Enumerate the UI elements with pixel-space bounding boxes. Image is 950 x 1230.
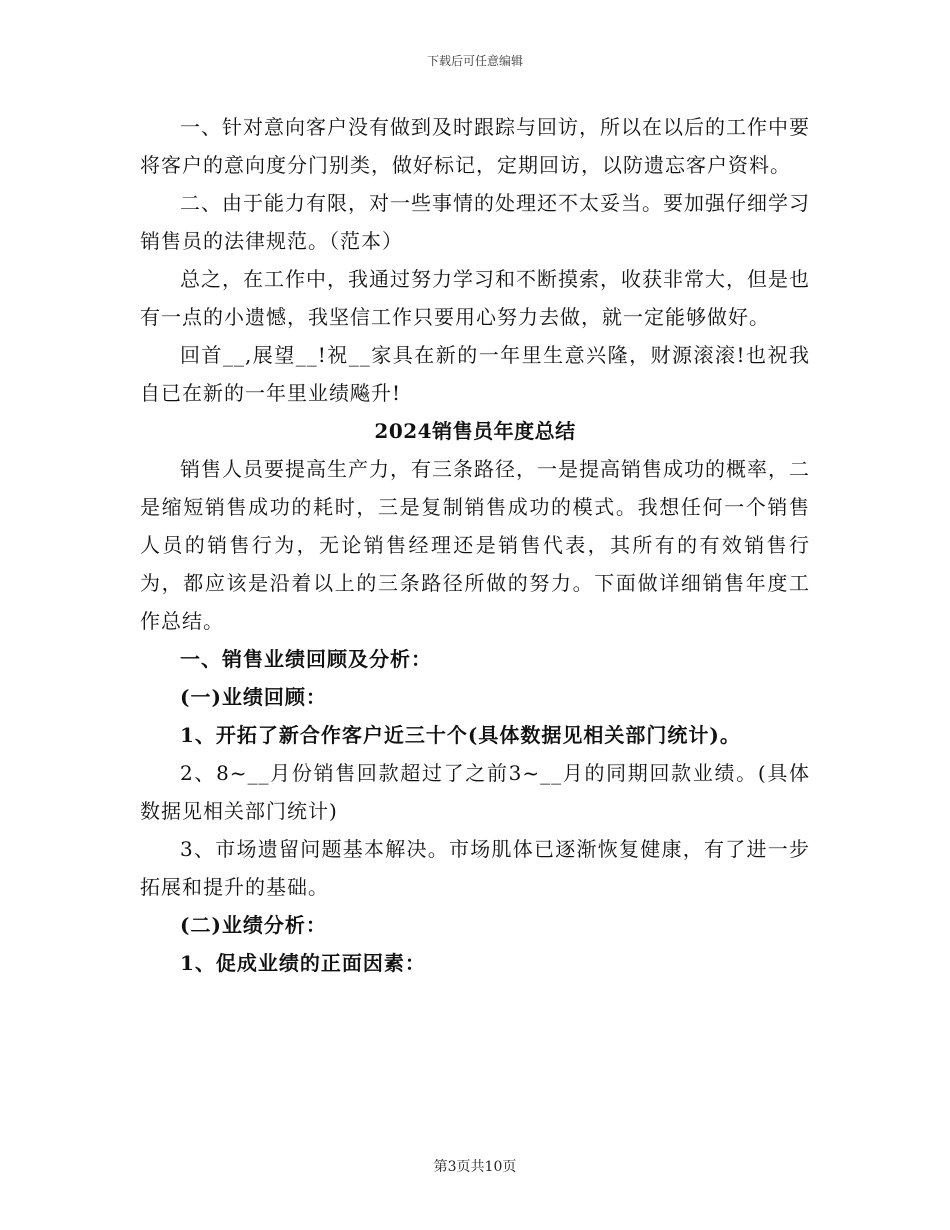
item-payment: 2、8~__月份销售回款超过了之前3~__月的同期回款业绩。(具体数据见相关部门统计): [140, 761, 810, 823]
heading-review: (一)业绩回顾：: [180, 685, 327, 709]
document-body: [140, 108, 810, 982]
paragraph-wishes: 回首__,展望__!祝__家具在新的一年里生意兴隆，财源滚滚!也祝我自已在新的一年里业绩飚升!: [140, 343, 810, 405]
paragraph-ability: 二、由于能力有限，对一些事情的处理还不太妥当。要加强仔细学习销售员的法律规范。（范本）: [140, 191, 810, 253]
item-market: 3、市场遗留问题基本解决。市场肌体已逐渐恢复健康，有了进一步拓展和提升的基础。: [140, 837, 810, 899]
heading-review-analysis: 一、销售业绩回顾及分析：: [180, 647, 432, 671]
item-new-clients: 1、开拓了新合作客户近三十个(具体数据见相关部门统计)。: [180, 723, 741, 747]
section-title: 2024销售员年度总结: [374, 419, 576, 443]
paragraph-intro: 销售人员要提高生产力，有三条路径，一是提高销售成功的概率，二是缩短销售成功的耗时，三是复制销售成功的模式。我想任何一个销售人员的销售行为，无论销售经理还是销售代表，其所有的有效销售行为，都应该是沿着以上的三条路径所做的努力。下面做详细销售年度工作总结。: [140, 457, 810, 633]
page-footer: 第3页共10页: [433, 1159, 517, 1175]
heading-analysis: (二)业绩分析：: [180, 913, 327, 937]
paragraph-followup: 一、针对意向客户没有做到及时跟踪与回访，所以在以后的工作中要将客户的意向度分门别类，做好标记，定期回访，以防遗忘客户资料。: [140, 115, 810, 177]
page-header: 下载后可任意编辑: [426, 54, 523, 68]
heading-positive-factors: 1、促成业绩的正面因素：: [180, 951, 426, 975]
paragraph-conclusion: 总之，在工作中，我通过努力学习和不断摸索，收获非常大，但是也有一点的小遗憾，我坚信工作只要用心努力去做，就一定能够做好。: [140, 267, 810, 329]
